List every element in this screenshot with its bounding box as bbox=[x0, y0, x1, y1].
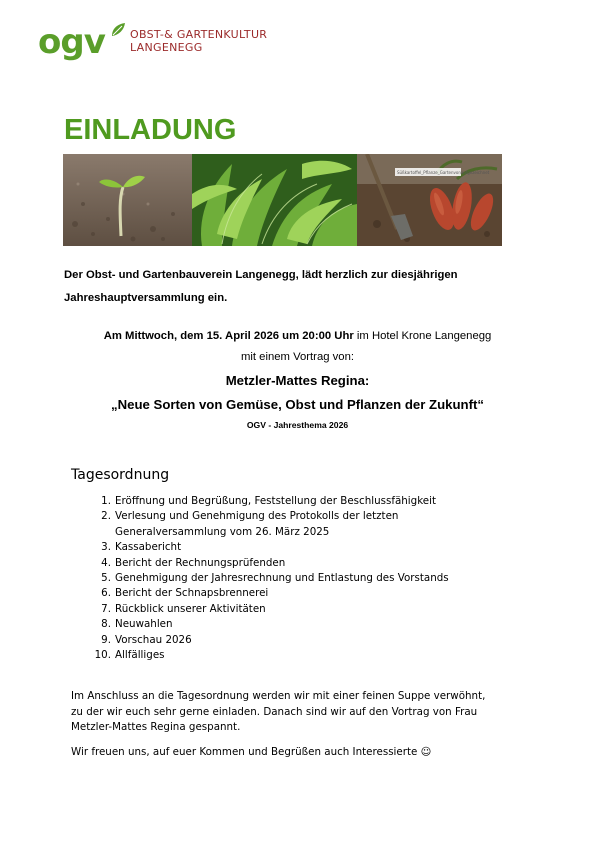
organization-name bbox=[130, 28, 267, 54]
agenda-item bbox=[80, 617, 520, 632]
agenda-item-number: 9. bbox=[101, 633, 111, 646]
talk-title: „Neue Sorten von Gemüse, Obst und Pflanzen der Zukunft“ bbox=[111, 397, 484, 412]
annual-theme: OGV - Jahresthema 2026 bbox=[246, 420, 349, 430]
agenda-item-text bbox=[111, 648, 515, 663]
agenda-item-text bbox=[111, 494, 515, 509]
closing-line: zu der wir euch sehr gerne einladen. Danach sind wir auf den Vortrag von Frau bbox=[71, 705, 478, 718]
agenda-item bbox=[80, 494, 520, 509]
agenda-item bbox=[80, 602, 520, 617]
agenda-item bbox=[80, 586, 520, 601]
agenda-item-text bbox=[111, 602, 515, 617]
agenda-item bbox=[80, 509, 520, 540]
agenda-item-line: Allfälliges bbox=[115, 649, 165, 662]
agenda-item-line: Genehmigung der Jahresrechnung und Entlastung des Vorstands bbox=[115, 572, 449, 585]
sweet-potato-photo bbox=[357, 154, 502, 246]
org-name-line2: LANGENEGG bbox=[130, 41, 203, 54]
agenda-item-text bbox=[111, 540, 515, 555]
speaker-name: Metzler-Mattes Regina: bbox=[225, 373, 370, 388]
agenda-item-line: Bericht der Rechnungsprüfenden bbox=[115, 556, 286, 569]
agenda-item bbox=[80, 633, 520, 648]
leaf-icon bbox=[110, 22, 126, 38]
agenda-item-line: Generalversammlung vom 26. März 2025 bbox=[115, 525, 330, 538]
org-name-line1: OBST-& GARTENKULTUR bbox=[130, 28, 268, 41]
agenda-item-text bbox=[111, 633, 515, 648]
agenda-item-number: 7. bbox=[101, 602, 111, 615]
agenda-item-line: Verlesung und Genehmigung des Protokolls der letzten bbox=[115, 510, 399, 523]
closing-line: Metzler-Mattes Regina gespannt. bbox=[71, 721, 241, 733]
agenda-item-number: 2. bbox=[101, 510, 111, 523]
lecture-intro: mit einem Vortrag von: bbox=[240, 351, 355, 363]
agenda-item-number: 1. bbox=[101, 495, 111, 507]
event-date: Am Mittwoch, dem 15. April 2026 um 20:00 Uhr bbox=[103, 330, 354, 342]
agenda-item-number: 3. bbox=[101, 541, 111, 554]
agenda-list bbox=[80, 494, 520, 663]
agenda-item-text bbox=[111, 509, 515, 540]
photo-strip bbox=[63, 154, 502, 246]
agenda-item bbox=[80, 556, 520, 571]
agenda-item-line: Eröffnung und Begrüßung, Feststellung der Beschlussfähigkeit bbox=[115, 495, 437, 507]
event-venue: im Hotel Krone Langenegg bbox=[353, 330, 492, 342]
intro-line2: Jahreshauptversammlung ein. bbox=[64, 292, 228, 304]
closing-line: Im Anschluss an die Tagesordnung werden wir mit einer feinen Suppe verwöhnt, bbox=[71, 690, 486, 702]
agenda-item-line: Rückblick unserer Aktivitäten bbox=[115, 602, 266, 615]
agenda-item-number: 6. bbox=[101, 587, 111, 600]
agenda-item-number: 8. bbox=[101, 618, 111, 631]
agenda-item-number: 5. bbox=[101, 572, 111, 585]
agenda-item bbox=[80, 648, 520, 663]
logo-wordmark: ogv bbox=[38, 22, 105, 62]
agenda-item-text bbox=[111, 617, 515, 632]
lettuce-photo bbox=[192, 154, 357, 246]
intro-text bbox=[64, 264, 534, 310]
photo-caption: Süßkartoffel_Pflanze_Gartenvonaufgezeichnet bbox=[397, 170, 490, 175]
agenda-item bbox=[80, 540, 520, 555]
agenda-item-line: Vorschau 2026 bbox=[115, 633, 192, 646]
closing-paragraph bbox=[71, 689, 541, 736]
agenda-item-number: 10. bbox=[94, 649, 111, 662]
agenda-item-line: Neuwahlen bbox=[115, 618, 173, 631]
page-title: EINLADUNG bbox=[64, 114, 237, 146]
agenda-item bbox=[80, 571, 520, 586]
agenda-item-text bbox=[111, 556, 515, 571]
intro-line1: Der Obst- und Gartenbauverein Langenegg, lädt herzlich zur diesjährigen bbox=[64, 269, 458, 281]
seedling-photo bbox=[63, 154, 192, 246]
event-date-line bbox=[0, 327, 595, 345]
agenda-item-text bbox=[111, 571, 515, 586]
agenda-item-line: Bericht der Schnapsbrennerei bbox=[115, 587, 269, 600]
agenda-item-line: Kassabericht bbox=[115, 541, 182, 554]
agenda-item-number: 4. bbox=[101, 556, 111, 569]
agenda-heading: Tagesordnung bbox=[71, 467, 170, 483]
agenda-item-text bbox=[111, 586, 515, 601]
ogv-logo bbox=[38, 22, 278, 66]
closing-greeting: Wir freuen uns, auf euer Kommen und Begrüßen auch Interessierte ☺ bbox=[71, 746, 432, 758]
